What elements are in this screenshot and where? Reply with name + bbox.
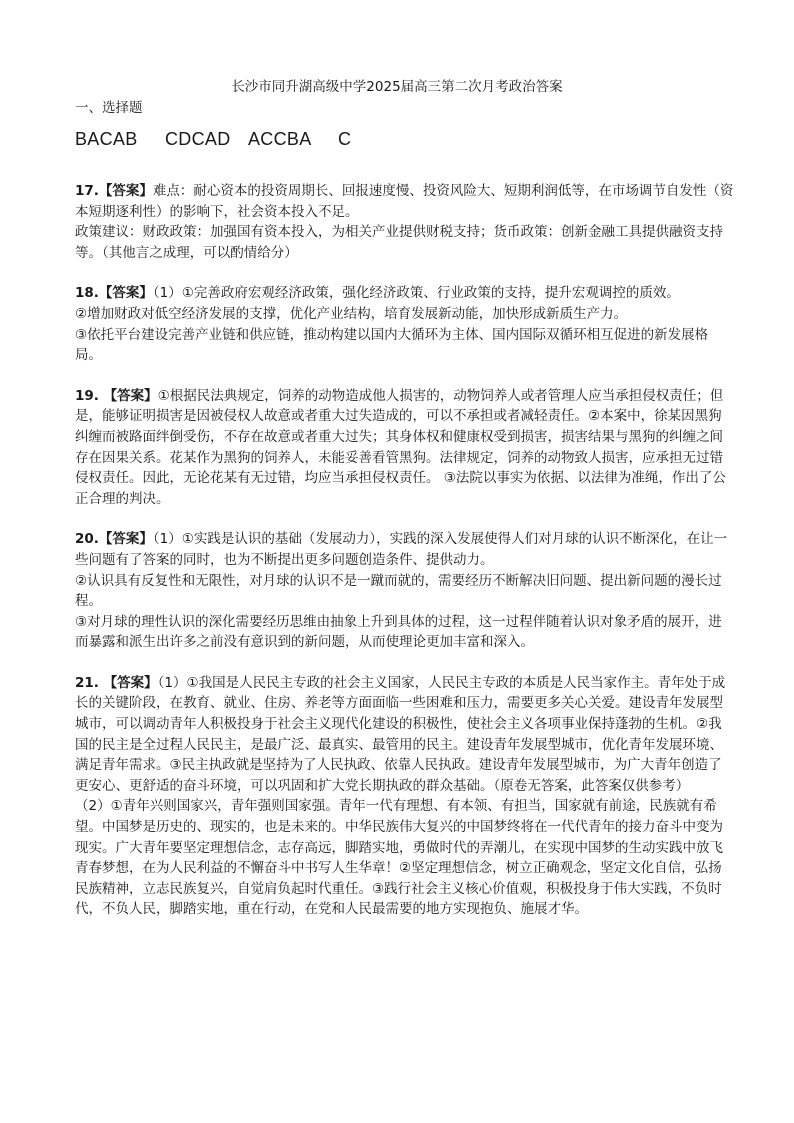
mc-answer-group-3: ACCBA [248,129,312,149]
answer-text: ①根据民法典规定，饲养的动物造成他人损害的，动物饲养人或者管理人应当承担侵权责任；但是，能够证明损害是因被侵权人故意或者重大过失造成的，可以不承担或者减轻责任。②本案中，徐某因黑狗纠缠而被路面绊倒受伤，不存在故意或者重大过失；其身体权和健康权受到损害，损害结果与黑狗的纠缠之间存在因果关系。花某作为黑狗的饲养人，未能妥善看管黑狗。法律规定，饲养的动物致人损害，应承担无过错侵权责任。因此，无论花某有无过错，均应当承担侵权责任。 ③法院以事实为依据、以法律为准绳，作出了公正合理的判决。 [75,387,726,507]
answer-text: （1）①我国是人民民主专政的社会主义国家，人民民主专政的本质是人民当家作主。青年处于成长的关键阶段，在教育、就业、住房、养老等方面面临一些困难和压力，需要更多关心关爱。建设青年发展型城市，可以调动青年人积极投身于社会主义现代化建设的积极性，使社会主义各项事业保持蓬勃的生机。②我国的民主是全过程人民民主，是最广泛、最真实、最管用的民主。建设青年发展型城市，优化青年发展环境、满足青年需求。③民主执政就是坚持为了人民执政、依靠人民执政。建设青年发展型城市，为广大青年创造了更安心、更舒适的奋斗环境，可以巩固和扩大党长期执政的群众基础。（原卷无答案，此答案仅供参考） [75,674,726,794]
answers-body [75,181,735,940]
answer-paragraph [75,529,735,570]
mc-answer-group-4: C [338,129,352,149]
section-heading-multiple-choice: 一、选择题 [75,100,143,116]
answer-paragraph [75,181,735,222]
answer-q21 [75,673,735,920]
answer-paragraph [75,673,735,797]
mc-answer-group-2: CDCAD [165,129,231,149]
answer-paragraph: 政策建议：财政政策：加强国有资本投入，为相关产业提供财税支持；货币政策：创新金融工具提供融资支持等。（其他言之成理，可以酌情给分） [75,224,723,261]
document-title: 长沙市同升湖高级中学2025届高三第二次月考政治答案 [231,79,563,95]
answer-q19 [75,386,735,510]
question-label: 21. 【答案】 [75,674,158,691]
question-label: 20.【答案】 [75,531,153,548]
mc-answer-group-1: BACAB [75,129,138,149]
answer-q17 [75,181,735,263]
answer-paragraph: ③对月球的理性认识的深化需要经历思维由抽象上升到具体的过程，这一过程伴随着认识对象矛盾的展开，进而暴露和派生出许多之前没有意识到的新问题，从而使理论更加丰富和深入。 [75,613,722,651]
answer-q18 [75,283,735,365]
answer-paragraph: （2）①青年兴则国家兴，青年强则国家强。青年一代有理想、有本领、有担当，国家就有前途，民族就有希望。中国梦是历史的、现实的，也是未来的。中华民族伟大复兴的中国梦终将在一代代青年的接力奋斗中变为现实。广大青年要坚定理想信念，志存高远，脚踏实地，勇做时代的弄潮儿，在实现中国梦的生动实践中放飞青春梦想，在为人民利益的不懈奋斗中书写人生华章！②坚定理想信念，树立正确观念，坚定文化自信，弘扬民族精神，立志民族复兴，自觉肩负起时代重任。③践行社会主义核心价值观，积极投身于伟大实践，不负时代，不负人民，脚踏实地，重在行动，在党和人民最需要的地方实现抱负、施展才华。 [75,798,723,918]
answer-text: 难点：耐心资本的投资周期长、回报速度慢、投资风险大、短期利润低等，在市场调节自发性（资本短期逐利性）的影响下，社会资本投入不足。 [75,183,734,220]
question-label: 17.【答案】 [75,183,153,199]
question-label: 18.【答案】 [75,285,153,302]
answer-paragraph: ③依托平台建设完善产业链和供应链，推动构建以国内大循环为主体、国内国际双循环相互促进的新发展格局。 [75,326,709,364]
answer-q20 [75,529,735,653]
answer-paragraph [75,283,735,304]
answer-text: （1）①完善政府宏观经济政策，强化经济政策、行业政策的支持，提升宏观调控的质效。 [152,285,680,302]
question-label: 19. 【答案】 [75,387,158,404]
multiple-choice-answers [75,128,351,150]
answer-paragraph [75,386,735,510]
answer-paragraph: ②增加财政对低空经济发展的支撑，优化产业结构，培育发展新动能，加快形成新质生产力。 [75,305,628,322]
answer-paragraph: ②认识具有反复性和无限性，对月球的认识不是一蹴而就的，需要经历不断解决旧问题、提出新问题的漫长过程。 [75,572,722,610]
answer-text: （1）①实践是认识的基础（发展动力），实践的深入发展使得人们对月球的认识不断深化，在让一些问题有了答案的同时，也为不断提出更多问题创造条件、提供动力。 [75,531,728,568]
